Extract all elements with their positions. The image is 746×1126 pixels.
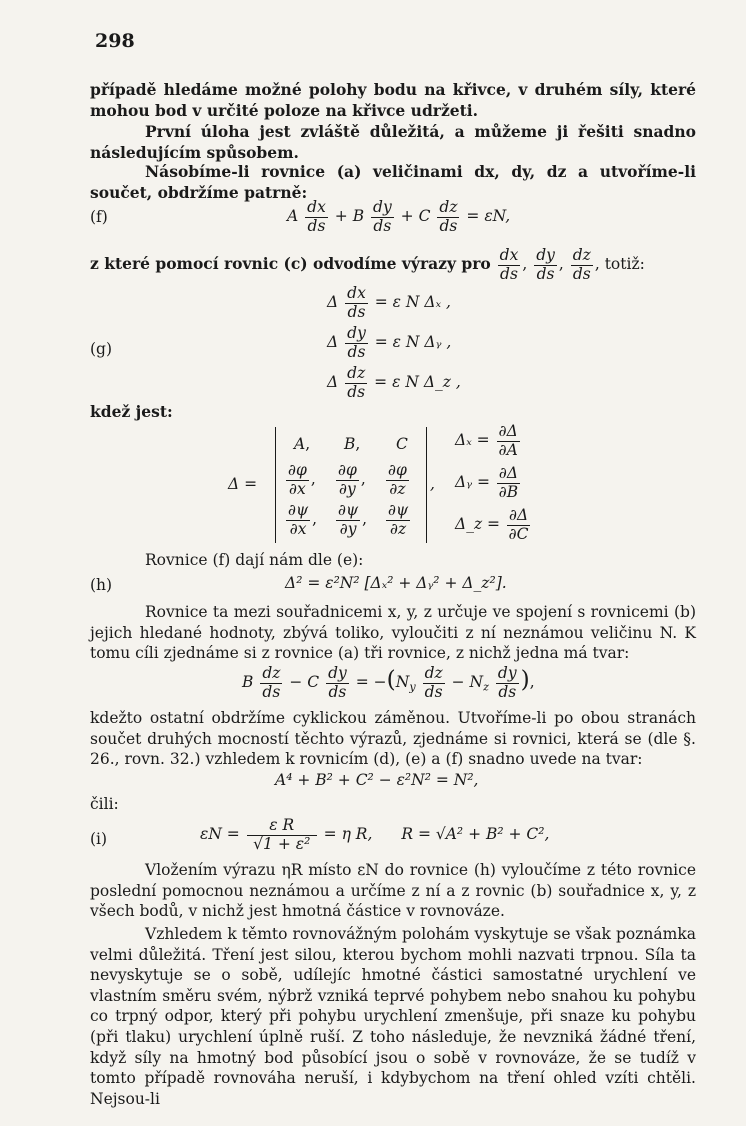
paragraph-9: Vzhledem k těmto rovnovážným polohám vyskytuje se však poznámka velmi důležitá. Tření jest silou, kterou bychom mohli nazvati trpnou. Síla ta nevyskytuje se o sobě, udílejíc hmotné částici samostatné urychlení ve vlastním směru svém, nýbrž vzniká teprvé pohybem nebo snahou ku pohybu co trpný odpor, který při pohybu urychlení zmenšuje, při snaze ku pohybu (při tlaku) urychlení úplně ruší. Z toho následuje, že nevzniká žádné tření, když síly na hmotný bod působící jsou o sobě v rovnováze, že se tudíž v tomto případě rovnováha neruší, i kdybychom na tření ohled vzíti chtěli. Nejsou-li [90,925,696,1108]
det-psi-y: $\frac{\partial\psi}{\partial y}$ , [338,501,368,538]
cili: čili: [90,795,119,813]
paragraph-1: případě hledáme možné polohy bodu na křivce, v druhém síly, které mohou bod v určité poloze na křivce udržeti. [90,80,696,120]
det-C: C [396,435,408,453]
det-phi-y: $\frac{\partial\varphi}{\partial y}$ , [338,461,366,498]
page-number: 298 [95,30,135,52]
equation-tvar: B $\frac{dz}{ds}$ − C $\frac{dy}{ds}$ = $-(N_y$ $\frac{dz}{ds}$ − $N_z$ $\frac{dy}{ds}$ ), [242,664,535,701]
equation-h: Δ² = ε²N² [Δₓ² + Δᵧ² + Δ_z²]. [285,574,507,592]
eq-label-h: (h) [90,576,113,594]
equation-sq: A⁴ + B² + C² − ε²N² = N², [275,771,479,789]
det-psi-x: $\frac{\partial\psi}{\partial x}$ , [288,501,318,538]
delta-label: Δ = [228,475,258,493]
paragraph-4: z které pomocí rovnic (c) odvodíme výrazy pro $\frac{dx}{ds}$ , $\frac{dy}{ds}$ , $\frac{dz}{ds}$ , totiž: [90,246,645,283]
det-phi-z: $\frac{\partial\varphi}{\partial z}$ [388,461,407,498]
equation-Dz: Δ_z = $\frac{\partial\Delta}{\partial C}$ [455,506,529,543]
paragraph-5: Rovnice (f) dají nám dle (e): [145,551,364,569]
paragraph-6: Rovnice ta mezi souřadnicemi x, y, z určuje ve spojení s rovnicemi (b) jejich hledané hodnoty, zbývá toliko, vyloučiti z ní neznámou veličinu N. K tomu cíli zjednáme si z rovnice (a) tři rovnice, z nichž jedna má tvar: [90,603,696,663]
det-B: B, [344,435,361,453]
equation-g2: Δ $\frac{dy}{ds}$ = ε N Δᵧ , [327,324,452,361]
determinant [275,427,427,543]
equation-Dy: Δᵧ = $\frac{\partial\Delta}{\partial B}$ [455,464,519,501]
paragraph-2: První úloha jest zvláště důležitá, a můžeme ji řešiti snadno následujícím spůsobem. [90,122,696,162]
eq-label-f: (f) [90,208,108,226]
eq-label-i: (i) [90,830,108,848]
equation-Dx: Δₓ = $\frac{\partial\Delta}{\partial A}$ [455,422,518,459]
paragraph-3: Násobíme-li rovnice (a) veličinami dx, dy, dz a utvoříme-li součet, obdržíme patrně: [90,162,696,202]
equation-g3: Δ $\frac{dz}{ds}$ = ε N Δ_z , [327,364,461,401]
kdez-jest: kdež jest: [90,402,173,421]
equation-g1: Δ $\frac{dx}{ds}$ = ε N Δₓ , [327,284,451,321]
paragraph-8: Vložením výrazu ηR místo εN do rovnice (h) vyloučíme z této rovnice poslední pomocnou neznámou a určíme z ní a z rovnic (b) souřadnice x, y, z všech bodů, v nichž jest hmotná částice v rovnováze. [90,861,696,921]
equation-i: εN = $\frac{\text{ε R}}{\text{√1 + ε²}}$ = η R, R = √A² + B² + C², [200,816,550,853]
paragraph-7: kdežto ostatní obdržíme cyklickou záměnou. Utvoříme-li po obou stranách součet druhých mocností těchto výrazů, zjednáme si rovnici, která se (dle §. 26., rovn. 32.) vzhledem k rovnicím (d), (e) a (f) snadno uvede na tvar: [90,709,696,769]
det-comma: , [430,475,435,493]
det-phi-x: $\frac{\partial\varphi}{\partial x}$ , [288,461,316,498]
det-A: A, [294,435,311,453]
det-psi-z: $\frac{\partial\psi}{\partial z}$ [388,501,409,538]
equation-f: A $\frac{dx}{ds}$ + B $\frac{dy}{ds}$ + C $\frac{dz}{ds}$ = εN, [287,198,511,235]
eq-label-g: (g) [90,340,113,358]
